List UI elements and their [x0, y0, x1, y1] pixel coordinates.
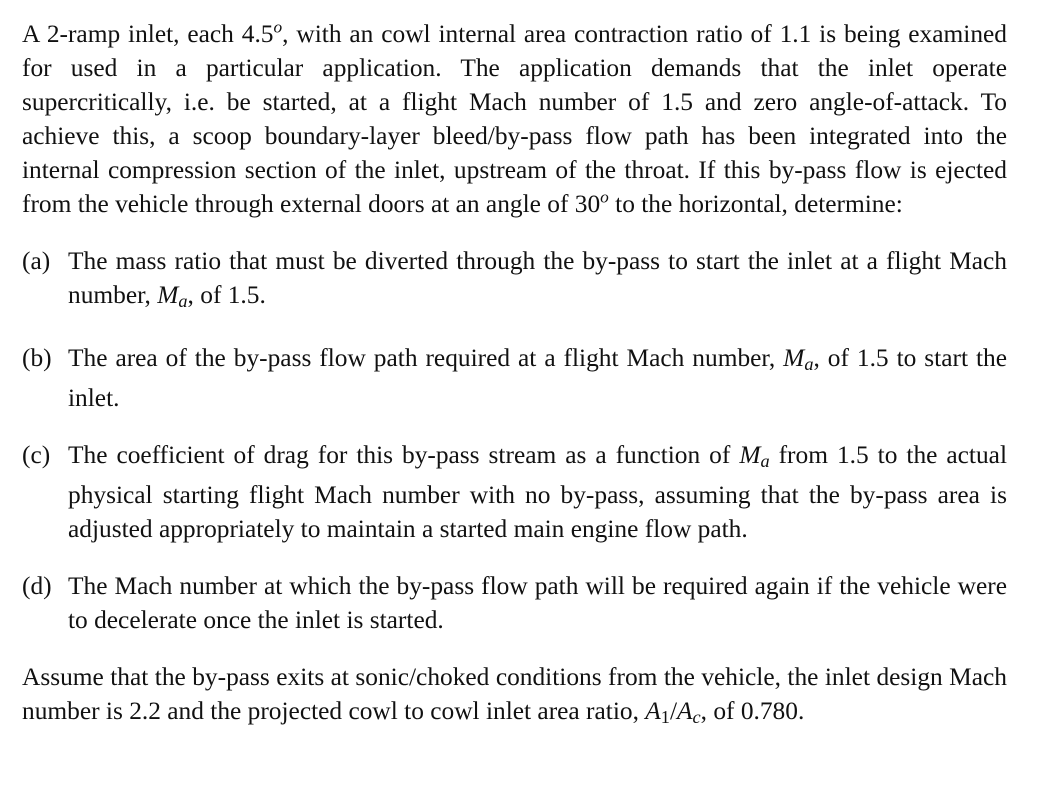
mach-symbol: M	[739, 441, 761, 470]
mach-subscript: a	[178, 291, 188, 312]
question-text: The coefficient of drag for this by-pass stream as a function of $M_a$ from 1.5 to the actual physical starting flight Mach number with no by-pass, assuming that the by-pass area is adjusted appropriately to maintain a started main engine flow path.	[68, 441, 1008, 544]
question-text: The mass ratio that must be diverted through the by-pass to start the inlet at a flight Mach number, $M_a$, of 1.5.	[68, 247, 1007, 312]
question-label: (c)	[22, 441, 51, 470]
question-label: (b)	[22, 344, 52, 373]
closing-paragraph: Assume that the by-pass exits at sonic/choked conditions from the vehicle, the inlet design Mach number is 2.2 and the projected cowl to cowl inlet area ratio, $A1/A_c$, of 0.780.	[22, 663, 1007, 728]
area-subscript: 1	[660, 707, 670, 728]
ratio-slash: /	[669, 697, 677, 726]
question-a	[22, 244, 1007, 318]
area-subscript: c	[692, 707, 701, 728]
question-list	[22, 244, 1007, 637]
problem-statement	[22, 17, 1007, 734]
question-b	[22, 341, 1007, 415]
intro-paragraph	[22, 17, 1007, 221]
intro-text-2: , with an cowl internal area contraction ratio of 1.1 is being examined for used in a particular application. The application demands that the inlet operate supercritically, i.e. be started, at a flight Mach number of 1.5 and zero angle-of-attack. To achieve this, a scoop boundary-layer bleed/by-pass flow path has been integrated into the internal compression section of the inlet, upstream of the throat. If this by-pass flow is ejected from the vehicle through external doors at an angle of 30	[22, 20, 1007, 218]
degree-symbol: o	[273, 17, 283, 37]
area-symbol: A	[645, 697, 661, 726]
question-text: The area of the by-pass flow path required at a flight Mach number, $M_a$, of 1.5 to start the inlet.	[68, 344, 1007, 413]
question-d	[22, 569, 1007, 637]
question-label: (a)	[22, 247, 51, 275]
mach-symbol: M	[157, 281, 179, 309]
mach-symbol: M	[783, 344, 805, 373]
intro-text-1: A 2-ramp inlet, each 4.5	[22, 20, 274, 48]
degree-symbol: o	[600, 187, 609, 207]
intro-text-3: to the horizontal, determine:	[608, 190, 903, 218]
mach-subscript: a	[804, 354, 814, 375]
area-symbol: A	[677, 697, 693, 726]
question-label: (d)	[22, 572, 52, 601]
question-text: The Mach number at which the by-pass flow path will be required again if the vehicle were to decelerate once the inlet is started.	[68, 572, 1007, 635]
mach-subscript: a	[760, 451, 770, 472]
question-c	[22, 438, 1007, 546]
